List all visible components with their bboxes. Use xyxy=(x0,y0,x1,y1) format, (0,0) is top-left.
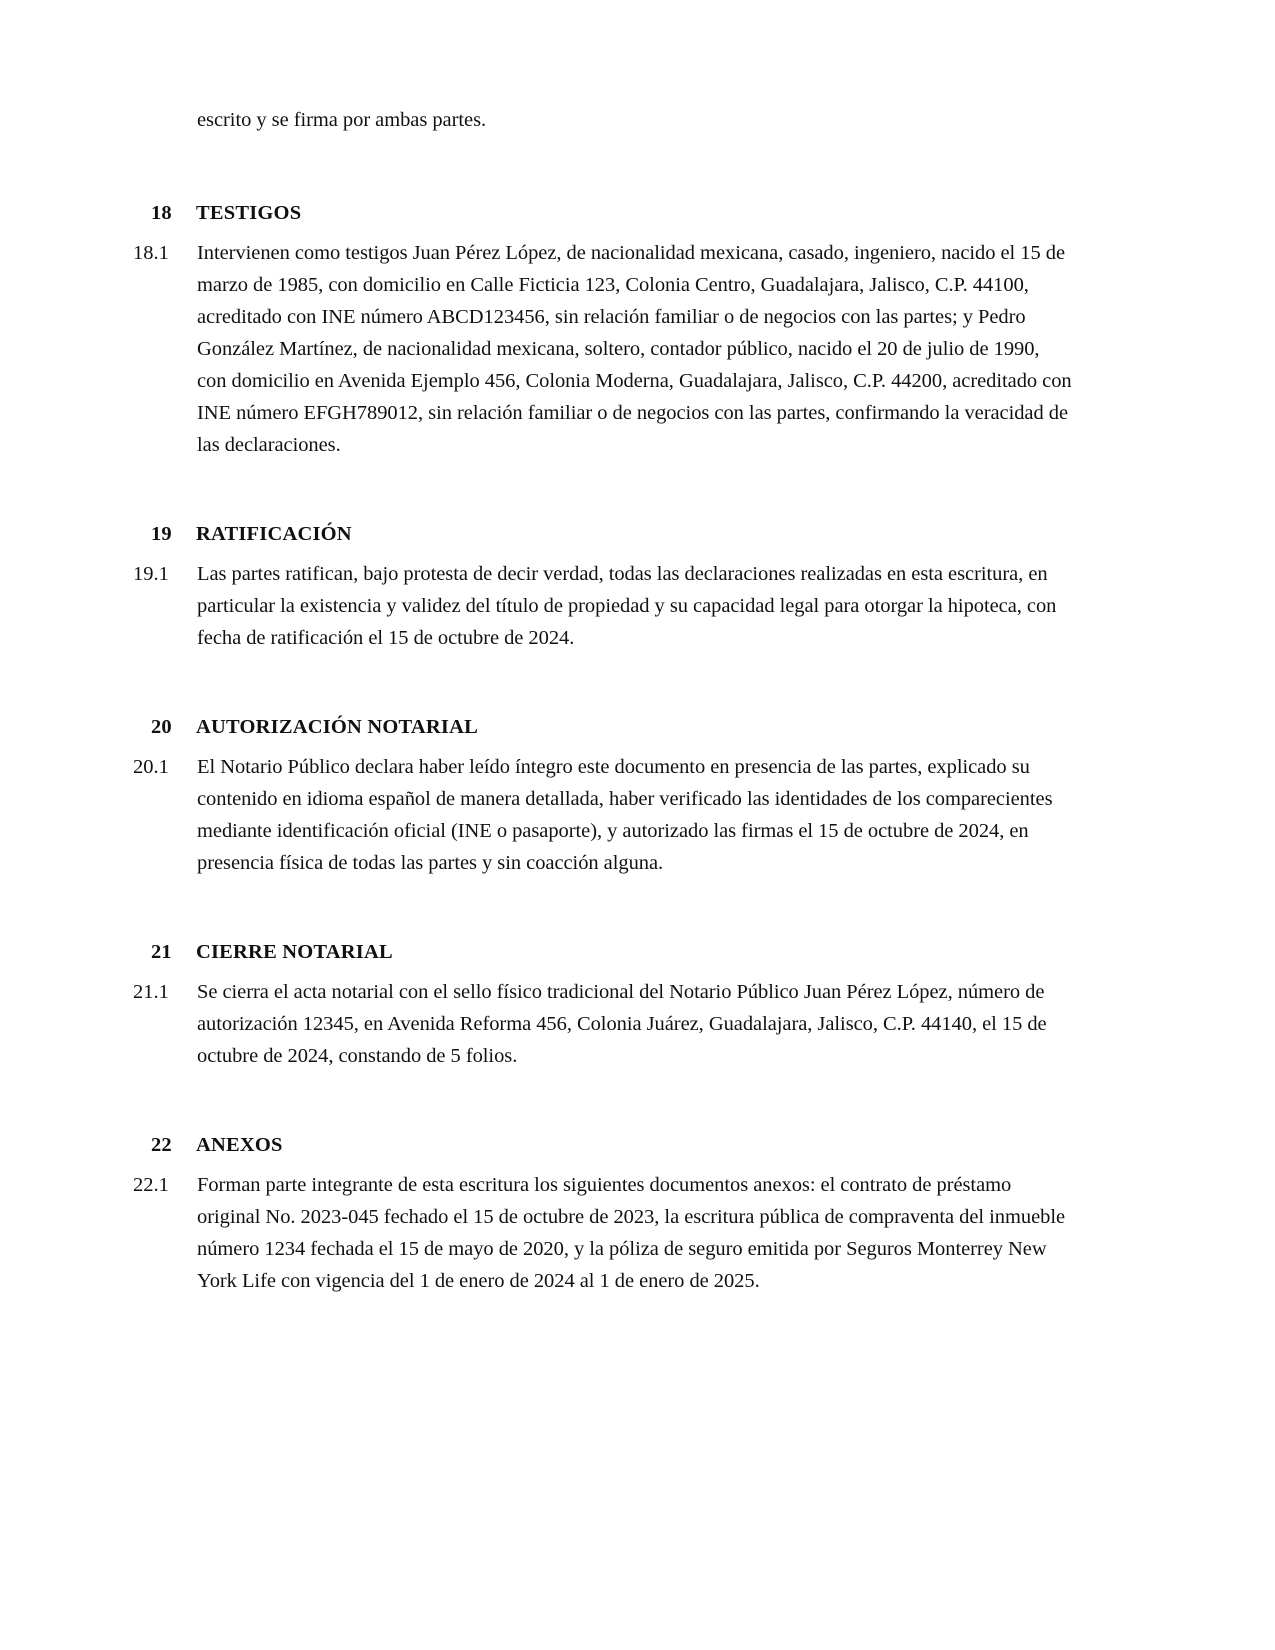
section-18 xyxy=(133,202,1073,461)
clause-22-1-text: Forman parte integrante de esta escritura los siguientes documentos anexos: el contrato de préstamo original No. 2023-045 fechado el 15 de octubre de 2023, la escritura pública de compraventa del inmueble número 1234 fechada el 15 de mayo de 2020, y la póliza de seguro emitida por Seguros Monterrey New York Life con vigencia del 1 de enero de 2024 al 1 de enero de 2025. xyxy=(197,1174,1066,1292)
document-body xyxy=(133,104,1073,1297)
clause-18-1-text: Intervienen como testigos Juan Pérez López, de nacionalidad mexicana, casado, ingeniero, nacido el 15 de marzo de 1985, con domicilio en Calle Ficticia 123, Colonia Centro, Guadalajara, Jalisco, C.P. 44100, acreditado con INE número ABCD123456, sin relación familiar o de negocios con las partes; y Pedro González Martínez, de nacionalidad mexicana, soltero, contador público, nacido el 20 de julio de 1990, con domicilio en Avenida Ejemplo 456, Colonia Moderna, Guadalajara, Jalisco, C.P. 44200, acreditado con INE número EFGH789012, sin relación familiar o de negocios con las partes, confirmando la veracidad de las declaraciones. xyxy=(197,242,1072,456)
clause-18-1 xyxy=(133,237,1073,461)
section-18-title: TESTIGOS xyxy=(196,202,302,224)
section-20-heading xyxy=(133,716,1073,739)
section-20-title: AUTORIZACIÓN NOTARIAL xyxy=(196,716,478,738)
clause-22-1-number: 22.1 xyxy=(133,1174,169,1196)
clause-22-1 xyxy=(133,1169,1073,1297)
clause-19-1-text: Las partes ratifican, bajo protesta de decir verdad, todas las declaraciones realizadas en esta escritura, en particular la existencia y validez del título de propiedad y su capacidad legal para otorgar la hipoteca, con fecha de ratificación el 15 de octubre de 2024. xyxy=(197,563,1057,649)
section-22-number: 22 xyxy=(151,1134,172,1156)
section-21-title: CIERRE NOTARIAL xyxy=(196,941,393,963)
section-20 xyxy=(133,716,1073,879)
section-19-number: 19 xyxy=(151,523,172,545)
section-21-number: 21 xyxy=(151,941,172,963)
section-19-title: RATIFICACIÓN xyxy=(196,523,352,545)
section-22 xyxy=(133,1134,1073,1297)
clause-19-1 xyxy=(133,558,1073,654)
clause-20-1-number: 20.1 xyxy=(133,756,169,778)
section-22-title: ANEXOS xyxy=(196,1134,283,1156)
clause-21-1 xyxy=(133,976,1073,1072)
section-19-heading xyxy=(133,523,1073,546)
section-18-number: 18 xyxy=(151,202,172,224)
section-21 xyxy=(133,941,1073,1072)
lead-paragraph: escrito y se firma por ambas partes. xyxy=(197,109,487,131)
section-22-heading xyxy=(133,1134,1073,1157)
section-19 xyxy=(133,523,1073,654)
section-18-heading xyxy=(133,202,1073,225)
clause-21-1-text: Se cierra el acta notarial con el sello físico tradicional del Notario Público Juan Pérez López, número de autorización 12345, en Avenida Reforma 456, Colonia Juárez, Guadalajara, Jalisco, C.P. 44140, el 15 de octubre de 2024, constando de 5 folios. xyxy=(197,981,1047,1067)
section-21-heading xyxy=(133,941,1073,964)
clause-20-1 xyxy=(133,751,1073,879)
clause-21-1-number: 21.1 xyxy=(133,981,169,1003)
clause-20-1-text: El Notario Público declara haber leído íntegro este documento en presencia de las partes, explicado su contenido en idioma español de manera detallada, haber verificado las identidades de los comparecientes mediante identificación oficial (INE o pasaporte), y autorizado las firmas el 15 de octubre de 2024, en presencia física de todas las partes y sin coacción alguna. xyxy=(197,756,1053,874)
clause-19-1-number: 19.1 xyxy=(133,563,169,585)
clause-18-1-number: 18.1 xyxy=(133,242,169,264)
section-20-number: 20 xyxy=(151,716,172,738)
